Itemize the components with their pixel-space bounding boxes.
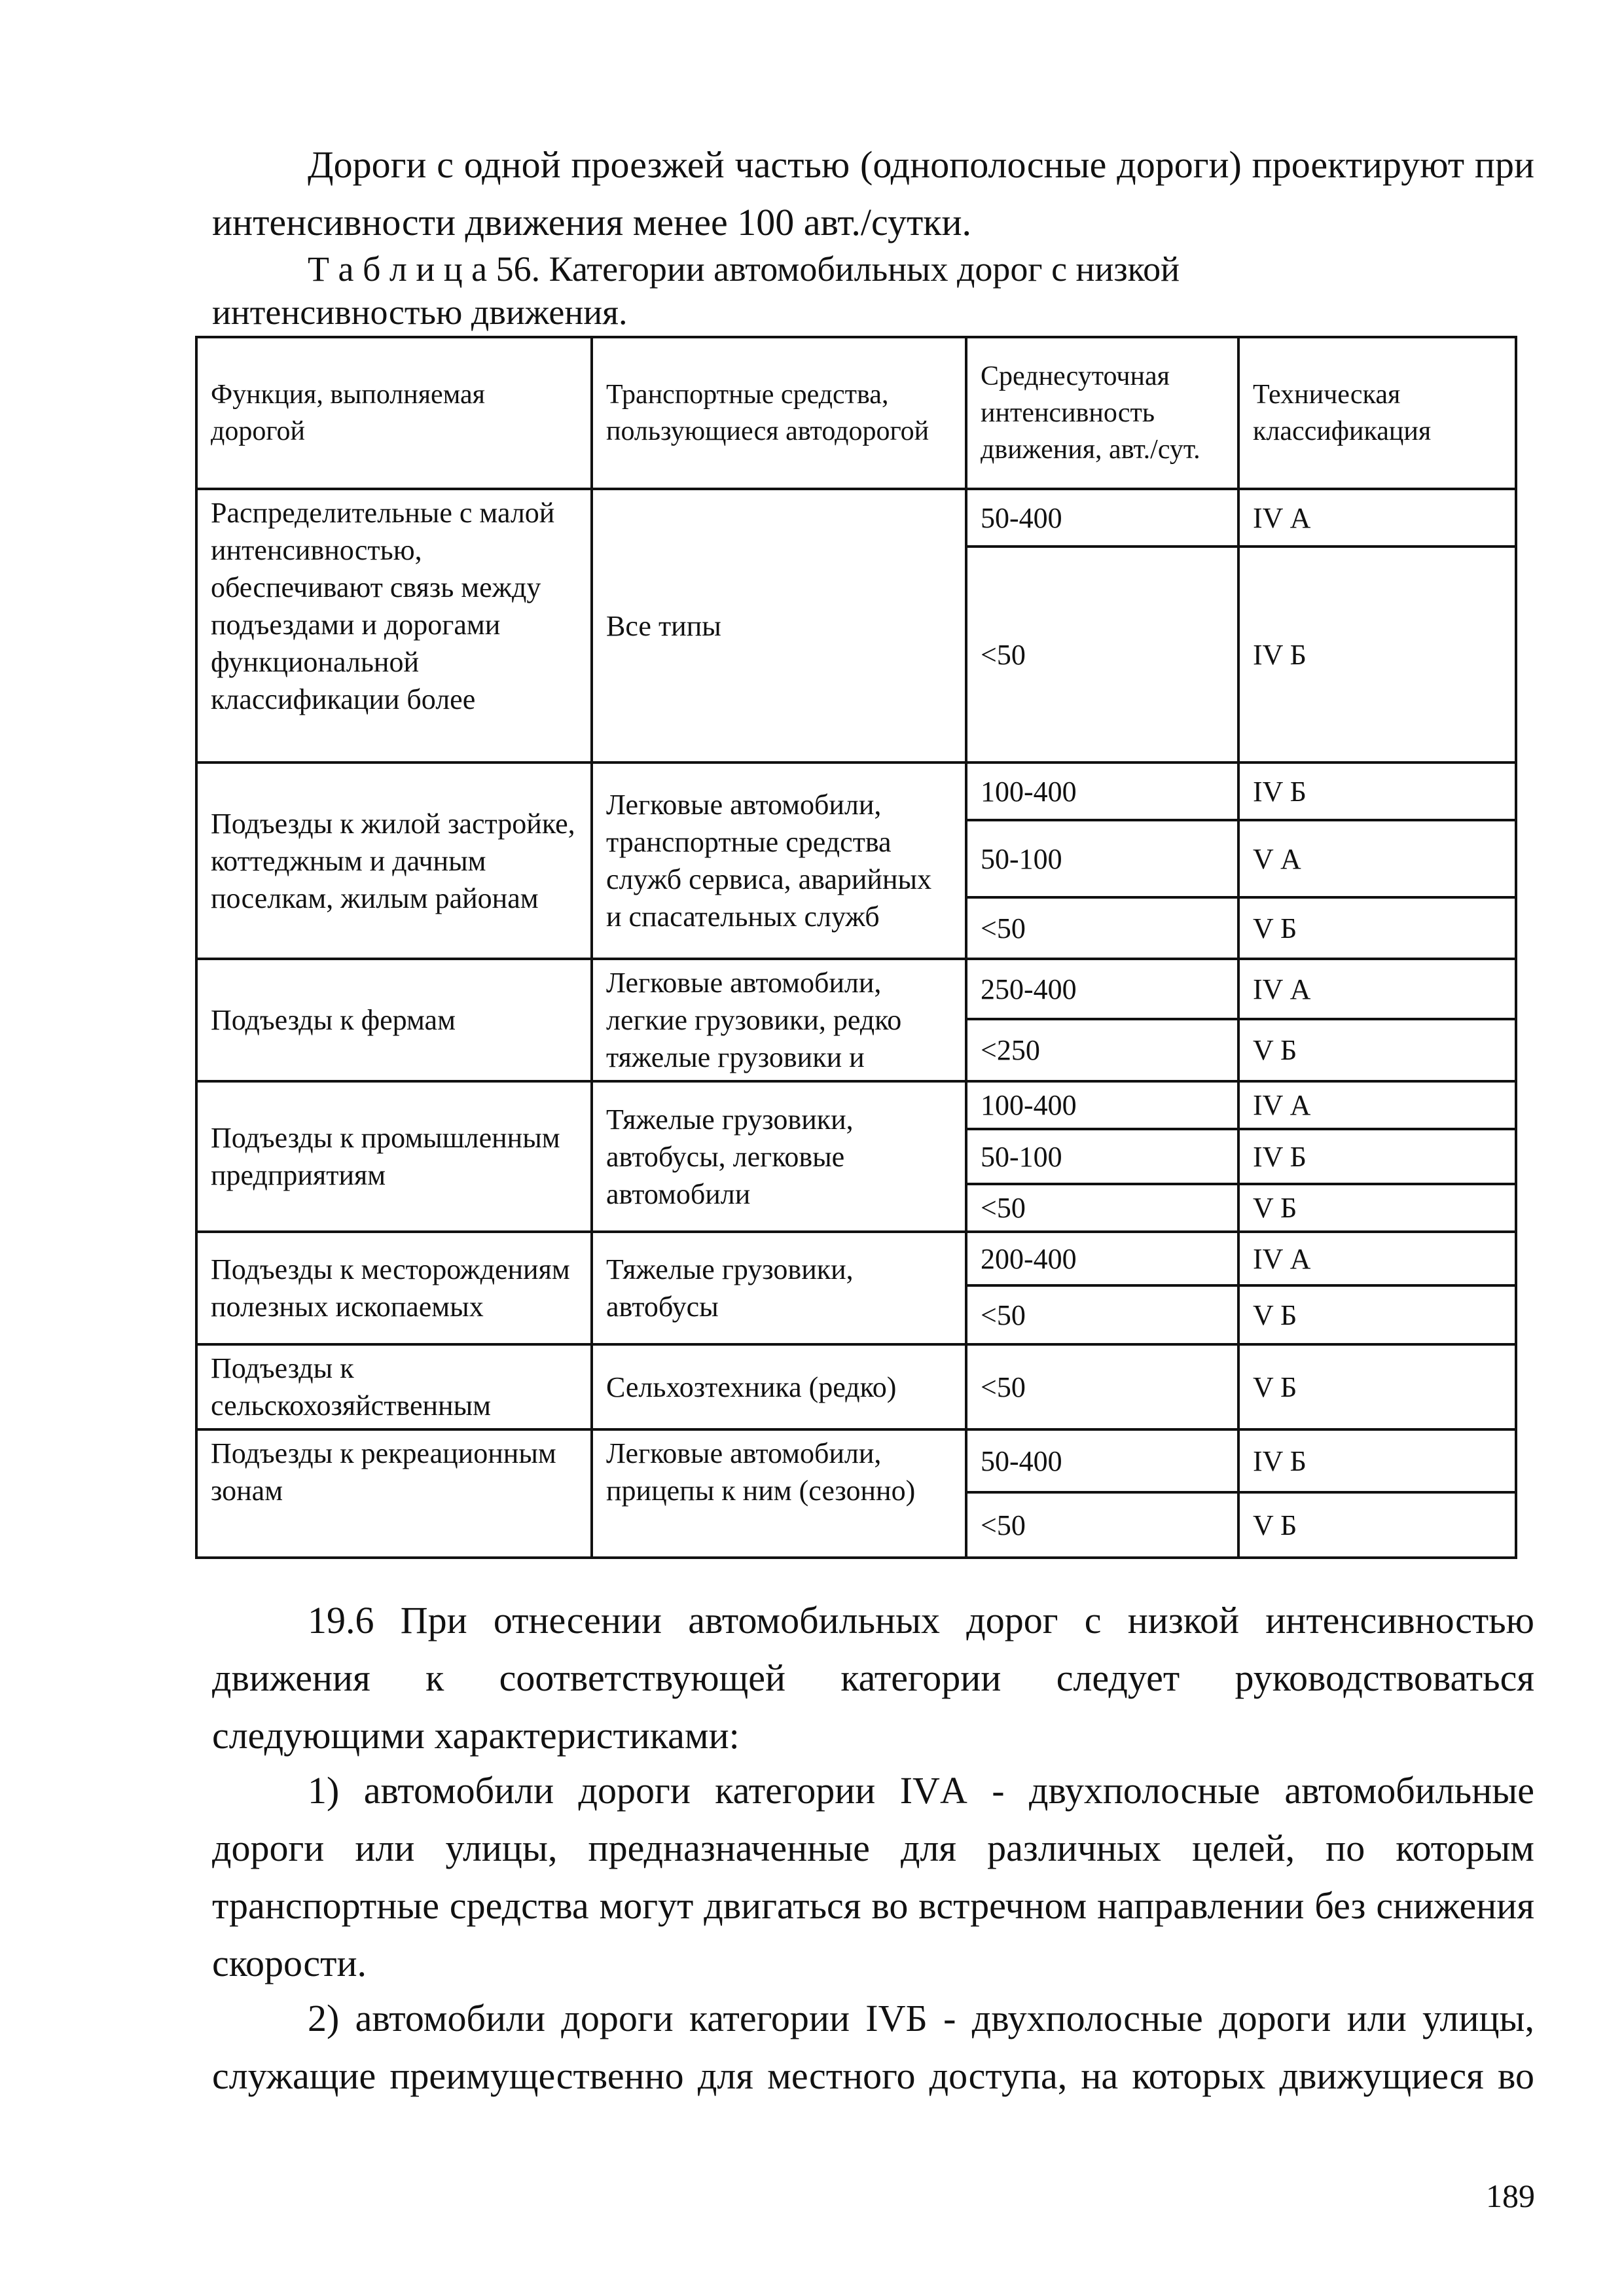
intensity-cell: 50-100	[966, 1129, 1238, 1184]
class-cell: V Б	[1238, 1285, 1516, 1344]
class-cell: IV Б	[1238, 547, 1516, 762]
header-function: Функция, выполняемая дорогой	[196, 337, 592, 489]
header-intensity: Среднесуточная интенсивность движения, авт./сут.	[966, 337, 1238, 489]
item-1-line-2: дороги или улицы, предназначенные для различных целей, по которым	[212, 1827, 1534, 1869]
class-cell: IV А	[1238, 959, 1516, 1019]
intensity-cell: 250-400	[966, 959, 1238, 1019]
table-row	[196, 1344, 1516, 1429]
class-cell: IV Б	[1238, 1429, 1516, 1492]
item-2-paragraph	[212, 1990, 1534, 2105]
function-cell: Распределительные с малой интенсивностью, обеспечивают связь между подъездами и дорогами функциональной классификации более	[196, 489, 592, 762]
road-categories-table	[195, 336, 1517, 1559]
class-cell: IV Б	[1238, 1129, 1516, 1184]
class-cell: V Б	[1238, 1019, 1516, 1081]
intensity-cell: 100-400	[966, 762, 1238, 820]
intensity-cell: 50-400	[966, 1429, 1238, 1492]
intensity-cell: <50	[966, 1344, 1238, 1429]
intensity-cell: <50	[966, 547, 1238, 762]
item-2-line-2: служащие преимущественно для местного доступа, на которых движущиеся во	[212, 2054, 1534, 2097]
table-header-row	[196, 337, 1516, 489]
class-cell: IV А	[1238, 1081, 1516, 1129]
function-cell: Подъезды к промышленным предприятиям	[196, 1081, 592, 1232]
vehicles-cell: Тяжелые грузовики, автобусы, легковые автомобили	[592, 1081, 966, 1232]
function-cell: Подъезды к месторождениям полезных ископаемых	[196, 1232, 592, 1344]
table-row	[196, 1429, 1516, 1492]
intensity-cell: <50	[966, 1492, 1238, 1558]
vehicles-cell: Легковые автомобили, легкие грузовики, редко тяжелые грузовики и	[592, 959, 966, 1081]
vehicles-cell: Тяжелые грузовики, автобусы	[592, 1232, 966, 1344]
class-cell: V Б	[1238, 1184, 1516, 1232]
intensity-cell: 200-400	[966, 1232, 1238, 1285]
intensity-cell: <50	[966, 1285, 1238, 1344]
section-line-1: 19.6 При отнесении автомобильных дорог с низкой интенсивностью	[308, 1599, 1534, 1641]
intensity-cell: 50-100	[966, 820, 1238, 897]
vehicles-cell: Сельхозтехника (редко)	[592, 1344, 966, 1429]
table-row	[196, 959, 1516, 1019]
intensity-cell: 100-400	[966, 1081, 1238, 1129]
item-1-line-4: скорости.	[212, 1942, 367, 1984]
item-1-line-3: транспортные средства могут двигаться во встречном направлении без снижения	[212, 1884, 1534, 1927]
item-1-line-1: 1) автомобили дороги категории IVА - двухполосные автомобильные	[308, 1769, 1534, 1812]
function-cell: Подъезды к сельскохозяйственным	[196, 1344, 592, 1429]
table-caption-line-2: интенсивностью движения.	[212, 293, 628, 332]
intensity-cell: <50	[966, 897, 1238, 959]
section-line-2: движения к соответствующей категории следует руководствоваться	[212, 1657, 1534, 1699]
vehicles-cell: Легковые автомобили, прицепы к ним (сезонно)	[592, 1429, 966, 1558]
vehicles-cell: Все типы	[592, 489, 966, 762]
intro-line-2: интенсивности движения менее 100 авт./сутки.	[212, 201, 972, 243]
section-19-6-paragraph	[212, 1592, 1534, 1765]
vehicles-cell: Легковые автомобили, транспортные средства служб сервиса, аварийных и спасательных служб	[592, 762, 966, 959]
class-cell: V Б	[1238, 1492, 1516, 1558]
table-row	[196, 1081, 1516, 1129]
intro-paragraph	[212, 136, 1534, 251]
table-row	[196, 762, 1516, 820]
item-2-line-1: 2) автомобили дороги категории IVБ - двухполосные дороги или улицы,	[308, 1997, 1534, 2039]
class-cell: V А	[1238, 820, 1516, 897]
intensity-cell: 50-400	[966, 489, 1238, 547]
class-cell: IV А	[1238, 1232, 1516, 1285]
table-row	[196, 1232, 1516, 1285]
class-cell: IV Б	[1238, 762, 1516, 820]
function-cell: Подъезды к фермам	[196, 959, 592, 1081]
function-cell: Подъезды к жилой застройке, коттеджным и дачным поселкам, жилым районам	[196, 762, 592, 959]
page-number: 189	[1486, 2178, 1535, 2214]
intensity-cell: <250	[966, 1019, 1238, 1081]
class-cell: V Б	[1238, 897, 1516, 959]
intensity-cell: <50	[966, 1184, 1238, 1232]
table-caption	[212, 247, 1534, 334]
section-line-3: следующими характеристиками:	[212, 1714, 740, 1757]
class-cell: V Б	[1238, 1344, 1516, 1429]
intro-line-1: Дороги с одной проезжей частью (однополосные дороги) проектируют при	[308, 143, 1534, 186]
header-vehicles: Транспортные средства, пользующиеся автодорогой	[592, 337, 966, 489]
table-caption-line-1: Т а б л и ц а 56. Категории автомобильных дорог с низкой	[308, 249, 1180, 289]
class-cell: IV А	[1238, 489, 1516, 547]
header-classification: Техническая классификация	[1238, 337, 1516, 489]
function-cell: Подъезды к рекреационным зонам	[196, 1429, 592, 1558]
table-row	[196, 489, 1516, 547]
item-1-paragraph	[212, 1762, 1534, 1992]
